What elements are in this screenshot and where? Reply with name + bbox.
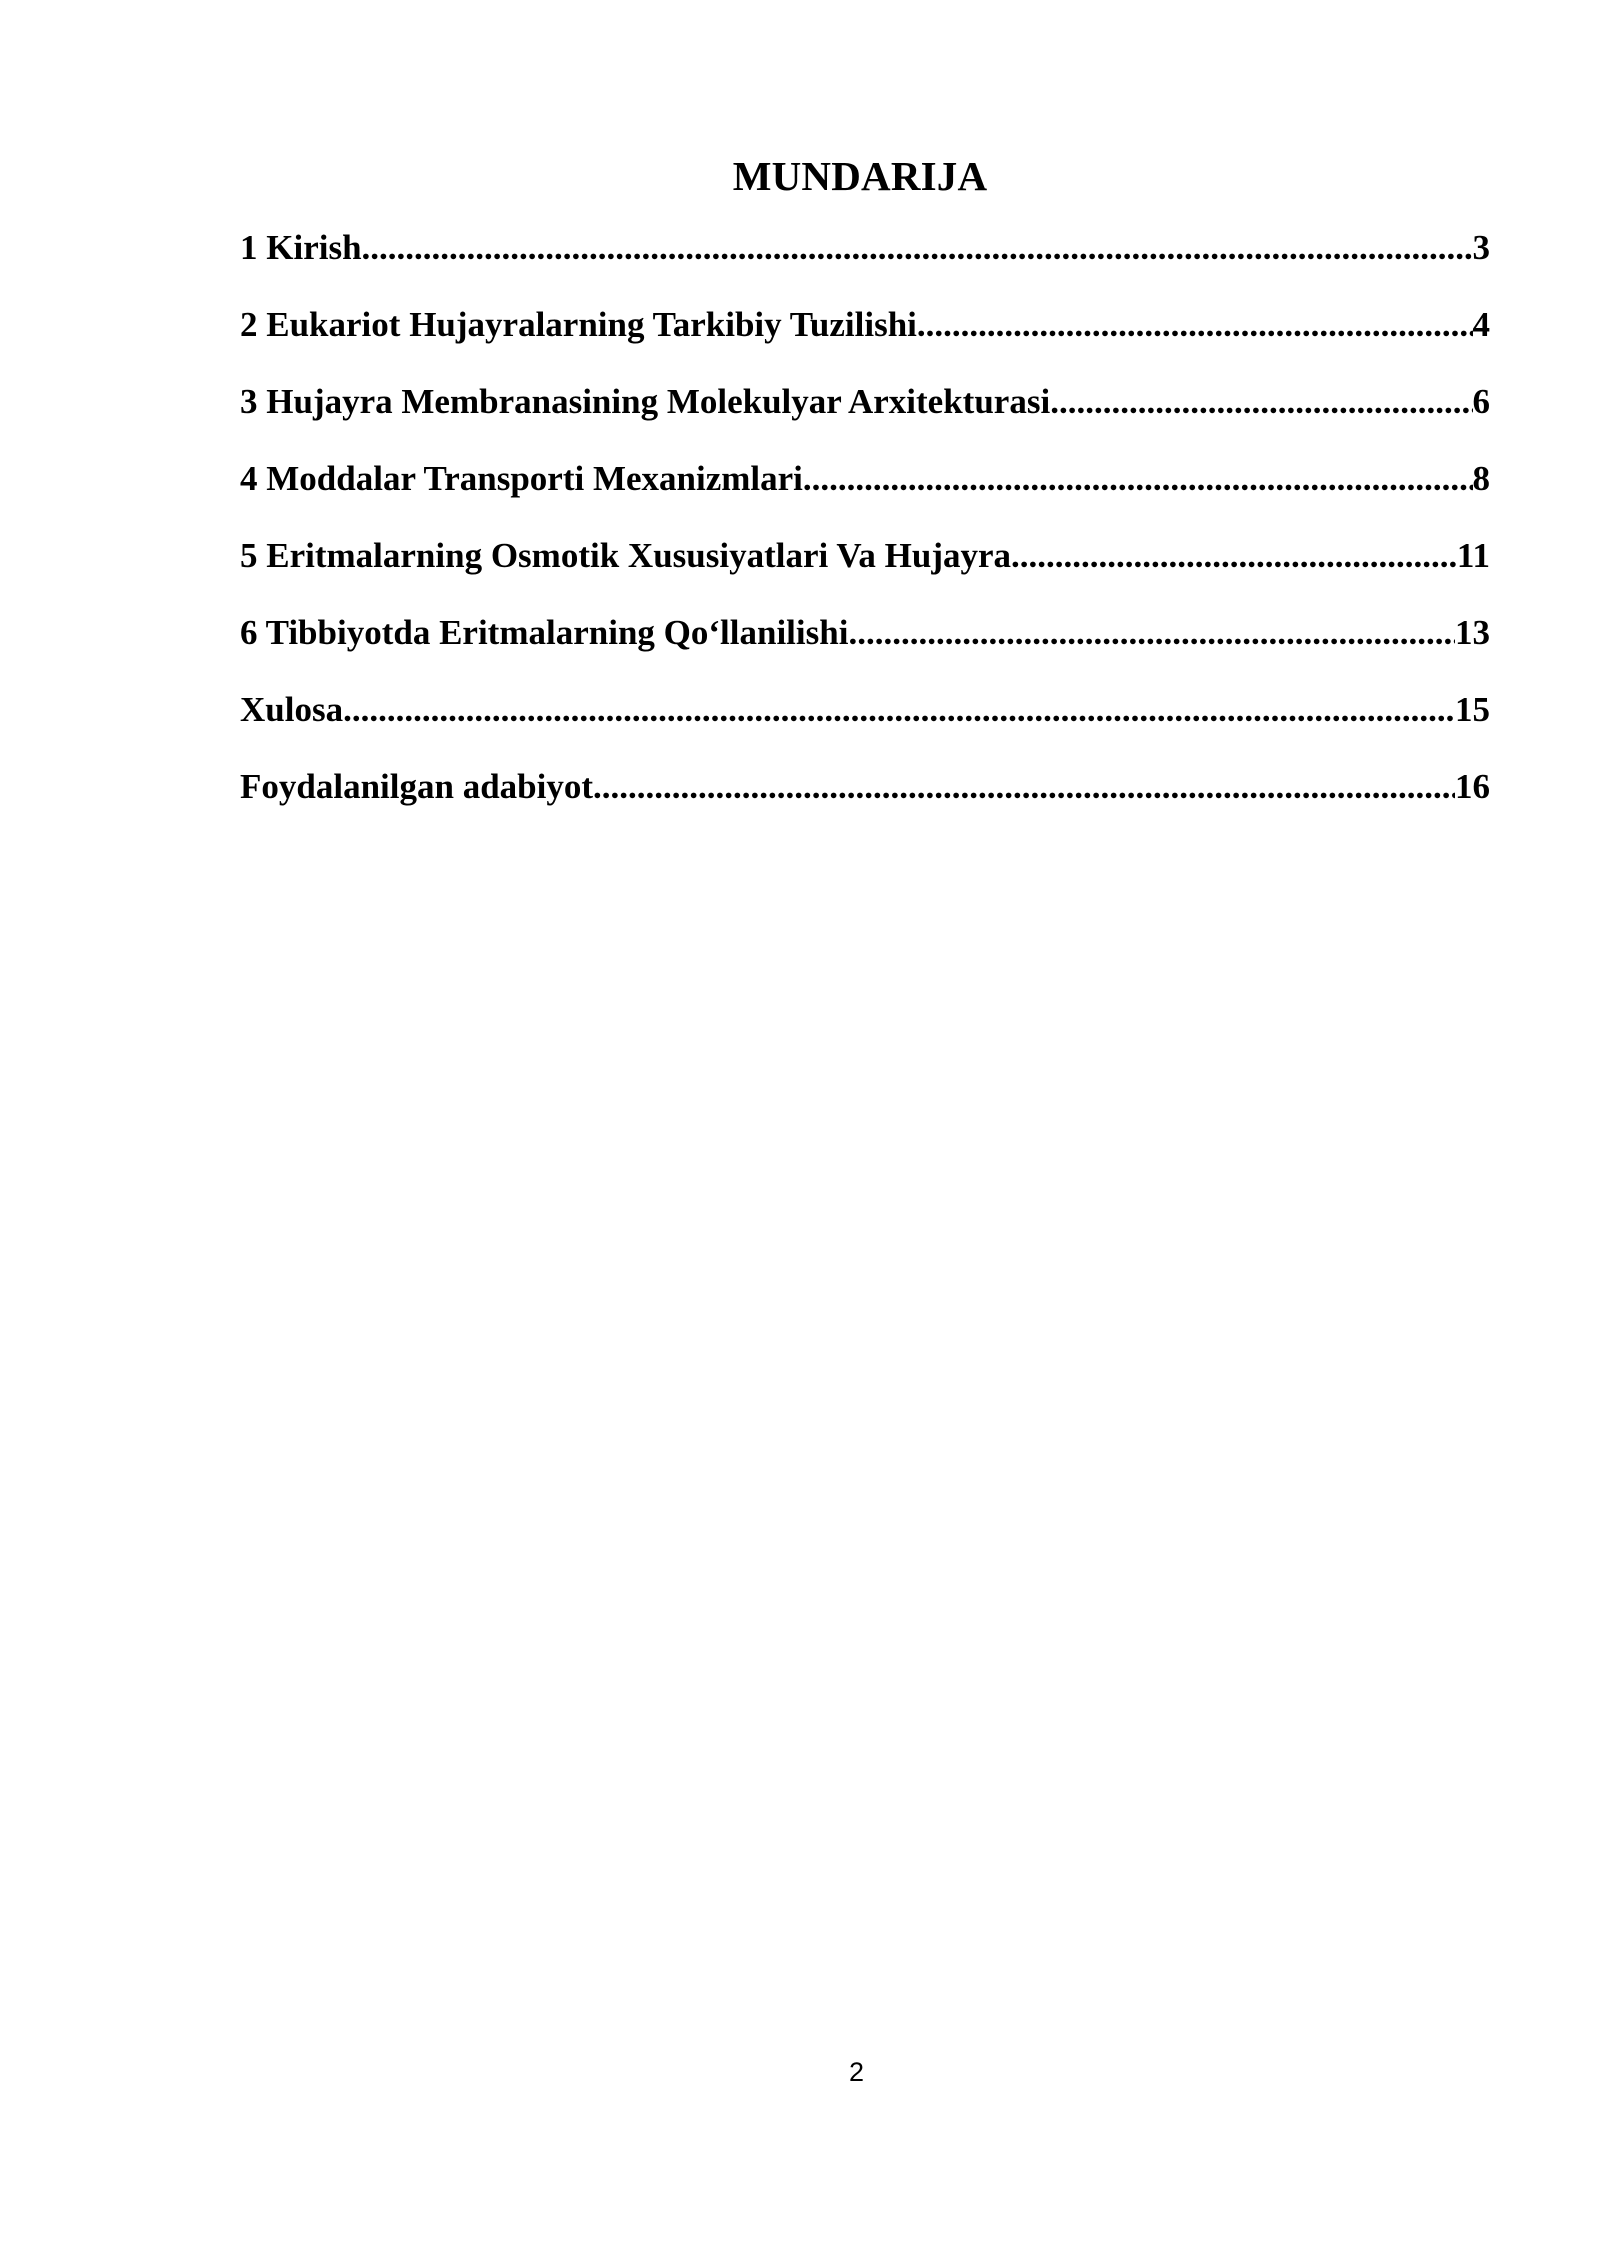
toc-entry-page: 6 (1472, 382, 1490, 421)
toc-dot-leader (1050, 376, 1472, 428)
toc-dot-leader (343, 684, 1455, 736)
toc-entry-label: 4 Moddalar Transporti Mexanizmlari (240, 459, 803, 498)
toc-entry-label: 1 Kirish (240, 228, 362, 267)
toc-entry-kirish (240, 222, 1490, 299)
toc-entry-page: 8 (1472, 459, 1490, 498)
toc-entry-adabiyot (240, 761, 1490, 838)
toc-dot-leader (1011, 530, 1457, 582)
toc-entry-label: Xulosa (240, 690, 344, 729)
toc-dot-leader (803, 453, 1473, 505)
toc-entry-page: 13 (1455, 613, 1490, 652)
toc-entry-page: 3 (1472, 228, 1490, 267)
page-number: 2 (848, 2057, 865, 2087)
toc-entry-page: 16 (1455, 767, 1490, 806)
toc-dot-leader (362, 222, 1473, 274)
toc-dot-leader (593, 761, 1455, 813)
toc-entry-label: 3 Hujayra Membranasining Molekulyar Arxitekturasi (240, 382, 1051, 421)
table-of-contents (240, 222, 1490, 838)
toc-dot-leader (917, 299, 1473, 351)
toc-entry-label: Foydalanilgan adabiyot (240, 767, 594, 806)
toc-dot-leader (848, 607, 1455, 659)
toc-entry-osmotik (240, 530, 1490, 607)
toc-entry-page: 11 (1456, 536, 1490, 575)
toc-entry-label: 5 Eritmalarning Osmotik Xususiyatlari Va Hujayra (240, 536, 1012, 575)
toc-entry-label: 2 Eukariot Hujayralarning Tarkibiy Tuzilishi (240, 305, 917, 344)
toc-entry-eukariot (240, 299, 1490, 376)
toc-entry-transport (240, 453, 1490, 530)
toc-entry-page: 4 (1472, 305, 1490, 344)
toc-entry-xulosa (240, 684, 1490, 761)
toc-entry-tibbiyot (240, 607, 1490, 684)
toc-entry-page: 15 (1455, 690, 1490, 729)
toc-title: MUNDARIJA (732, 153, 988, 199)
toc-entry-membrana (240, 376, 1490, 453)
toc-entry-label: 6 Tibbiyotda Eritmalarning Qo‘llanilishi (240, 613, 849, 652)
